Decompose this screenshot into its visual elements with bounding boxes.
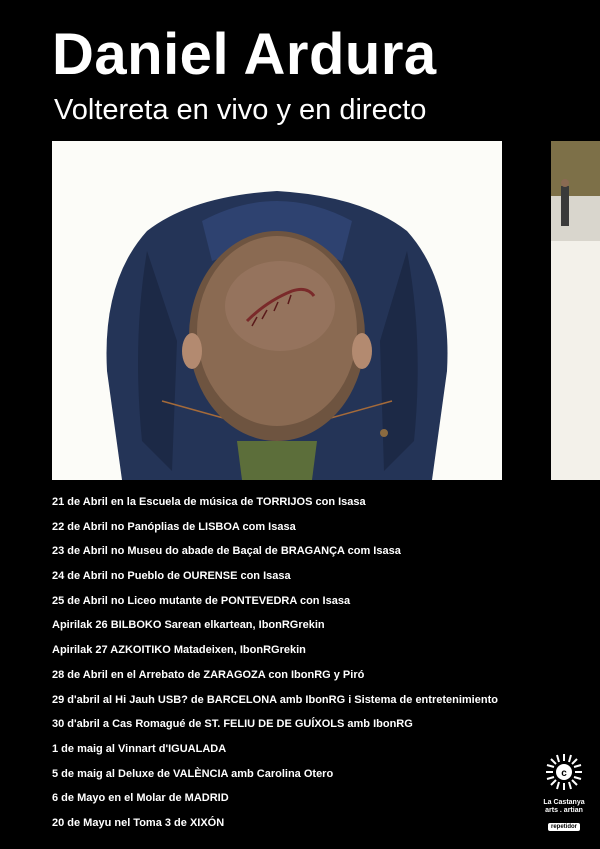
logo-name: La Castanya (543, 799, 585, 806)
tour-date-item: 29 d'abril al Hi Jauh USB? de BARCELONA amb IbonRG i Sistema de entretenimiento (52, 693, 498, 706)
tour-date-item: 28 de Abril en el Arrebato de ZARAGOZA con IbonRG y Piró (52, 668, 365, 681)
tour-date-item: 30 d'abril a Cas Romagué de ST. FELIU DE DE GUÍXOLS amb IbonRG (52, 718, 413, 731)
tour-date-item: 22 de Abril no Panóplias de LISBOA com Isasa (52, 520, 296, 533)
tour-date-item: 1 de maig al Vinnart d'IGUALADA (52, 742, 227, 755)
poster-subtitle: Voltereta en vivo y en directo (54, 94, 427, 126)
tour-date-item: 6 de Mayo en el Molar de MADRID (52, 792, 229, 805)
logo-badge: repetidor (548, 823, 580, 831)
side-photo-illustration (551, 141, 600, 480)
tour-date-item: 25 de Abril no Liceo mutante de PONTEVEDRA con Isasa (52, 594, 351, 607)
tour-date-item: 24 de Abril no Pueblo de OURENSE con Isasa (52, 570, 291, 583)
poster-title: Daniel Ardura (52, 22, 437, 87)
tour-dates-list (52, 494, 532, 840)
tour-date-item: 20 de Mayu nel Toma 3 de XIXÓN (52, 816, 225, 829)
tour-date-item: Apirilak 26 BILBOKO Sarean elkartean, IbonRGrekin (52, 619, 325, 632)
tour-date-item: 5 de maig al Deluxe de VALÈNCIA amb Carolina Otero (52, 767, 334, 780)
publisher-logo (536, 752, 592, 832)
svg-text:c: c (561, 768, 567, 779)
logo-subtitle: arts . artian (545, 807, 583, 814)
tour-date-item: 21 de Abril en la Escuela de música de TORRIJOS con Isasa (52, 496, 366, 508)
main-photo (52, 141, 502, 480)
photo-illustration (52, 141, 502, 480)
side-photo (551, 141, 600, 480)
sunburst-icon (544, 752, 584, 792)
tour-date-item: Apirilak 27 AZKOITIKO Matadeixen, IbonRGrekin (52, 644, 306, 657)
tour-date-item: 23 de Abril no Museu do abade de Baçal de BRAGANÇA com Isasa (52, 545, 401, 558)
